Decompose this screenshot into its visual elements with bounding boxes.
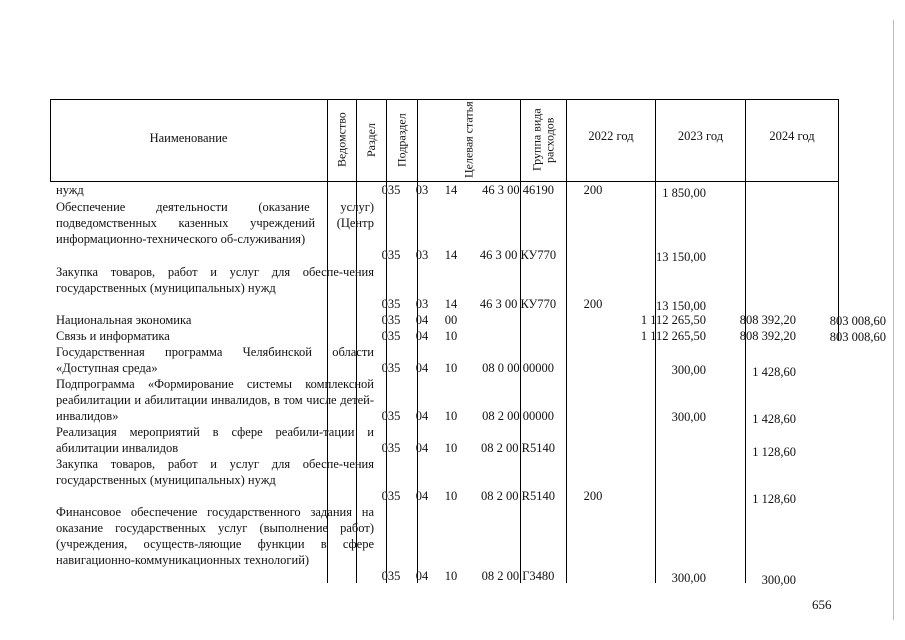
cell-razdel: 04 bbox=[415, 489, 429, 503]
row-name: нужд bbox=[56, 183, 84, 197]
cell-vedomstvo: 035 bbox=[381, 313, 401, 327]
cell-podrazdel: 14 bbox=[444, 297, 458, 311]
cell-podrazdel: 10 bbox=[444, 489, 458, 503]
scan-edge bbox=[893, 20, 894, 620]
cell-celevaya: 08 2 00 R5140 bbox=[481, 441, 555, 455]
row-name: Подпрограмма «Формирование системы комплексной реабилитации и абилитации инвалидов, в том числе детей-инвалидов» bbox=[56, 377, 374, 423]
cell-podrazdel: 10 bbox=[444, 361, 458, 375]
cell-vedomstvo: 035 bbox=[381, 569, 401, 583]
header-2023: 2023 год bbox=[677, 129, 724, 143]
cell-2023: 1 428,60 bbox=[752, 365, 796, 379]
page-number: 656 bbox=[812, 597, 832, 612]
row-name: Закупка товаров, работ и услуг для обеспе-чения государственных (муниципальных) нужд bbox=[56, 265, 374, 295]
cell-vedomstvo: 035 bbox=[381, 441, 401, 455]
row-name: Реализация мероприятий в сфере реабили-тации и абилитации инвалидов bbox=[56, 425, 374, 455]
cell-gruppa: 200 bbox=[583, 489, 603, 503]
cell-2022: 1 850,00 bbox=[662, 186, 706, 200]
cell-vedomstvo: 035 bbox=[381, 183, 401, 197]
row-name: Закупка товаров, работ и услуг для обеспе-чения государственных (муниципальных) нужд bbox=[56, 457, 374, 487]
cell-razdel: 03 bbox=[415, 297, 429, 311]
cell-celevaya: 08 0 00 00000 bbox=[482, 361, 554, 375]
cell-razdel: 04 bbox=[415, 409, 429, 423]
cell-razdel: 04 bbox=[415, 569, 429, 583]
cell-gruppa: 200 bbox=[583, 183, 603, 197]
row-name: Связь и информатика bbox=[56, 329, 170, 343]
header-podrazdel: Подраздел bbox=[394, 113, 409, 167]
row-name: Государственная программа Челябинской области «Доступная среда» bbox=[56, 345, 374, 375]
cell-2023: 1 128,60 bbox=[752, 445, 796, 459]
cell-2022: 1 112 265,50 bbox=[640, 313, 706, 327]
cell-2023: 808 392,20 bbox=[739, 313, 796, 327]
cell-podrazdel: 10 bbox=[444, 409, 458, 423]
cell-razdel: 03 bbox=[415, 248, 429, 262]
cell-2022: 1 112 265,50 bbox=[640, 329, 706, 343]
cell-2024: 803 008,60 bbox=[829, 314, 886, 328]
cell-razdel: 04 bbox=[415, 361, 429, 375]
cell-celevaya: 46 3 00 46190 bbox=[482, 183, 554, 197]
cell-podrazdel: 10 bbox=[444, 441, 458, 455]
cell-celevaya: 46 3 00 КУ770 bbox=[479, 248, 557, 262]
cell-podrazdel: 14 bbox=[444, 183, 458, 197]
cell-2023: 1 128,60 bbox=[752, 492, 796, 506]
cell-celevaya: 08 2 00 00000 bbox=[482, 409, 554, 423]
row-name: Национальная экономика bbox=[56, 313, 192, 327]
cell-2022: 300,00 bbox=[671, 410, 706, 424]
cell-2022: 13 150,00 bbox=[656, 250, 706, 264]
cell-vedomstvo: 035 bbox=[381, 409, 401, 423]
cell-razdel: 04 bbox=[415, 329, 429, 343]
header-2024: 2024 год bbox=[769, 129, 815, 143]
col-border bbox=[566, 99, 567, 583]
cell-2023: 808 392,20 bbox=[739, 329, 796, 343]
header-gruppa: Группа вида расходов bbox=[529, 108, 557, 172]
header-razdel: Раздел bbox=[364, 123, 378, 157]
cell-vedomstvo: 035 bbox=[381, 361, 401, 375]
row-name: Обеспечение деятельности (оказание услуг) подведомственных казенных учреждений (Центр информационно-технического об-служивания) bbox=[56, 200, 374, 246]
cell-celevaya: 08 2 00 R5140 bbox=[481, 489, 555, 503]
cell-razdel: 04 bbox=[415, 441, 429, 455]
cell-2022: 13 150,00 bbox=[656, 299, 706, 313]
cell-celevaya: 08 2 00 Г3480 bbox=[481, 569, 555, 583]
col-border bbox=[838, 99, 839, 341]
header-name: Наименование bbox=[149, 131, 228, 145]
cell-vedomstvo: 035 bbox=[381, 297, 401, 311]
cell-2022: 300,00 bbox=[671, 363, 706, 377]
cell-podrazdel: 00 bbox=[444, 313, 458, 327]
cell-2024: 803 008,60 bbox=[829, 330, 886, 344]
cell-gruppa: 200 bbox=[583, 297, 603, 311]
cell-podrazdel: 10 bbox=[444, 569, 458, 583]
header-celevaya: Целевая статья bbox=[461, 101, 476, 179]
header-2022: 2022 год bbox=[588, 129, 634, 143]
cell-2022: 300,00 bbox=[671, 571, 706, 585]
cell-2023: 1 428,60 bbox=[752, 412, 796, 426]
header-vedomstvo: Ведомство bbox=[334, 112, 349, 168]
cell-razdel: 04 bbox=[415, 313, 429, 327]
cell-vedomstvo: 035 bbox=[381, 329, 401, 343]
cell-2023: 300,00 bbox=[761, 573, 796, 587]
cell-podrazdel: 14 bbox=[444, 248, 458, 262]
cell-vedomstvo: 035 bbox=[381, 489, 401, 503]
cell-razdel: 03 bbox=[415, 183, 429, 197]
cell-celevaya: 46 3 00 КУ770 bbox=[479, 297, 557, 311]
row-name: Финансовое обеспечение государственного задания на оказание государственных услуг (выполнение работ) (учреждения, осуществ-ляющие функции в сфере навигационно-коммуникационных технологий) bbox=[56, 505, 374, 567]
cell-vedomstvo: 035 bbox=[381, 248, 401, 262]
cell-podrazdel: 10 bbox=[444, 329, 458, 343]
